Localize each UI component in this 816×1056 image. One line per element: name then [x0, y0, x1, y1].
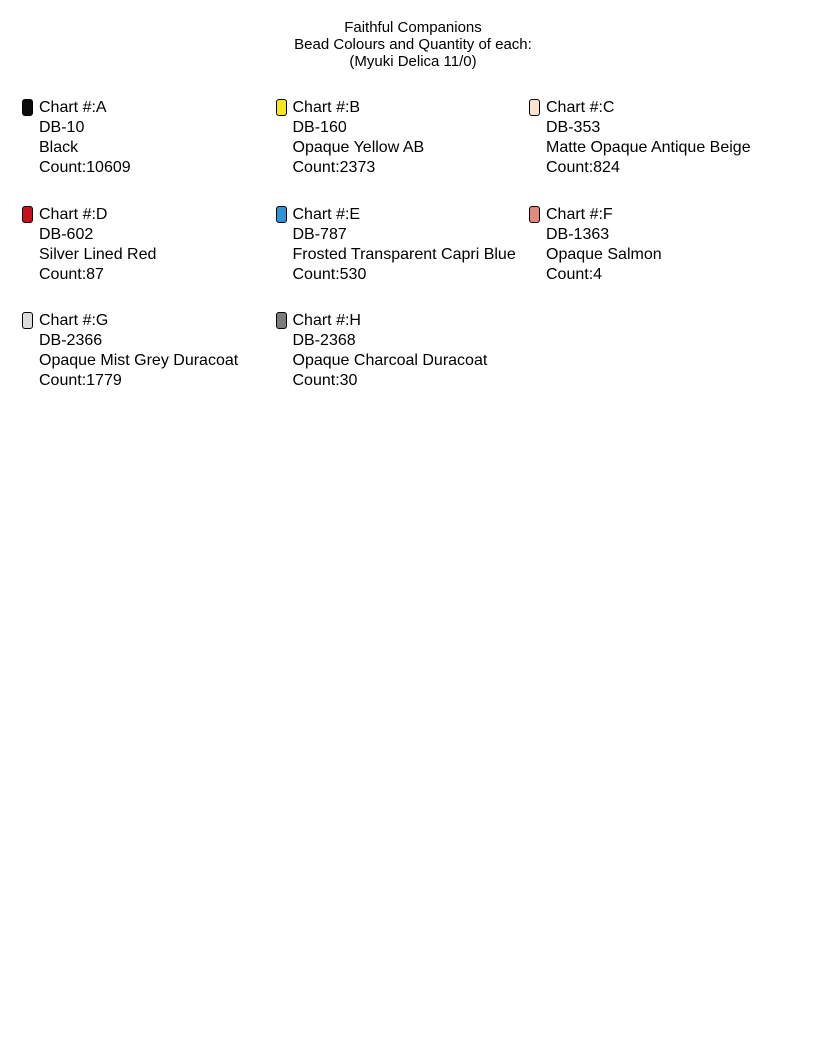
- bead-swatch-h: [276, 312, 287, 329]
- bead-entry-f: [529, 205, 782, 312]
- bead-code: DB-787: [292, 225, 347, 243]
- bead-name: Black: [39, 139, 79, 156]
- bead-swatch-d: [22, 206, 33, 223]
- bead-entry-h: [276, 311, 530, 418]
- page-subtitle: Bead Colours and Quantity of each:: [294, 36, 532, 53]
- bead-code: DB-353: [546, 119, 601, 136]
- bead-name: Silver Lined Red: [39, 245, 157, 263]
- chart-key: Chart #:F: [546, 205, 613, 223]
- chart-key: Chart #:H: [292, 312, 361, 329]
- bead-code: DB-1363: [546, 225, 610, 243]
- bead-count: Count:1779: [39, 372, 122, 389]
- bead-legend: [22, 98, 802, 418]
- bead-count: Count:30: [292, 372, 358, 389]
- bead-swatch-c: [529, 99, 540, 116]
- bead-entry-d: [22, 205, 276, 312]
- bead-name: Opaque Salmon: [546, 245, 662, 263]
- bead-entry-b: [276, 98, 530, 205]
- bead-name: Opaque Yellow AB: [292, 139, 425, 156]
- bead-name: Frosted Transparent Capri Blue: [292, 245, 516, 263]
- bead-code: DB-10: [39, 119, 85, 136]
- bead-entry-e: [276, 205, 530, 312]
- chart-key: Chart #:D: [39, 205, 108, 223]
- bead-count: Count:2373: [292, 159, 376, 176]
- bead-swatch-a: [22, 99, 33, 116]
- bead-count: Count:87: [39, 265, 104, 283]
- bead-entry-a: [22, 98, 276, 205]
- bead-code: DB-602: [39, 225, 94, 243]
- bead-entry-c: [529, 98, 782, 205]
- chart-key: Chart #:A: [39, 99, 107, 116]
- page-header: [0, 19, 816, 70]
- bead-code: DB-2366: [39, 332, 103, 349]
- bead-code: DB-160: [292, 119, 347, 136]
- bead-name: Opaque Mist Grey Duracoat: [39, 352, 239, 369]
- bead-swatch-e: [276, 206, 287, 223]
- chart-key: Chart #:C: [546, 99, 615, 116]
- bead-swatch-g: [22, 312, 33, 329]
- page-title: Faithful Companions: [344, 19, 482, 36]
- bead-type-label: (Myuki Delica 11/0): [349, 53, 477, 70]
- chart-key: Chart #:B: [292, 99, 361, 116]
- bead-count: Count:4: [546, 265, 603, 283]
- bead-count: Count:530: [292, 265, 367, 283]
- bead-code: DB-2368: [292, 332, 356, 349]
- bead-count: Count:824: [546, 159, 620, 176]
- bead-swatch-b: [276, 99, 287, 116]
- bead-entry-g: [22, 311, 276, 418]
- bead-name: Matte Opaque Antique Beige: [546, 139, 751, 156]
- bead-name: Opaque Charcoal Duracoat: [292, 352, 488, 369]
- chart-key: Chart #:E: [292, 205, 361, 223]
- bead-swatch-f: [529, 206, 540, 223]
- bead-count: Count:10609: [39, 159, 131, 176]
- chart-key: Chart #:G: [39, 312, 109, 329]
